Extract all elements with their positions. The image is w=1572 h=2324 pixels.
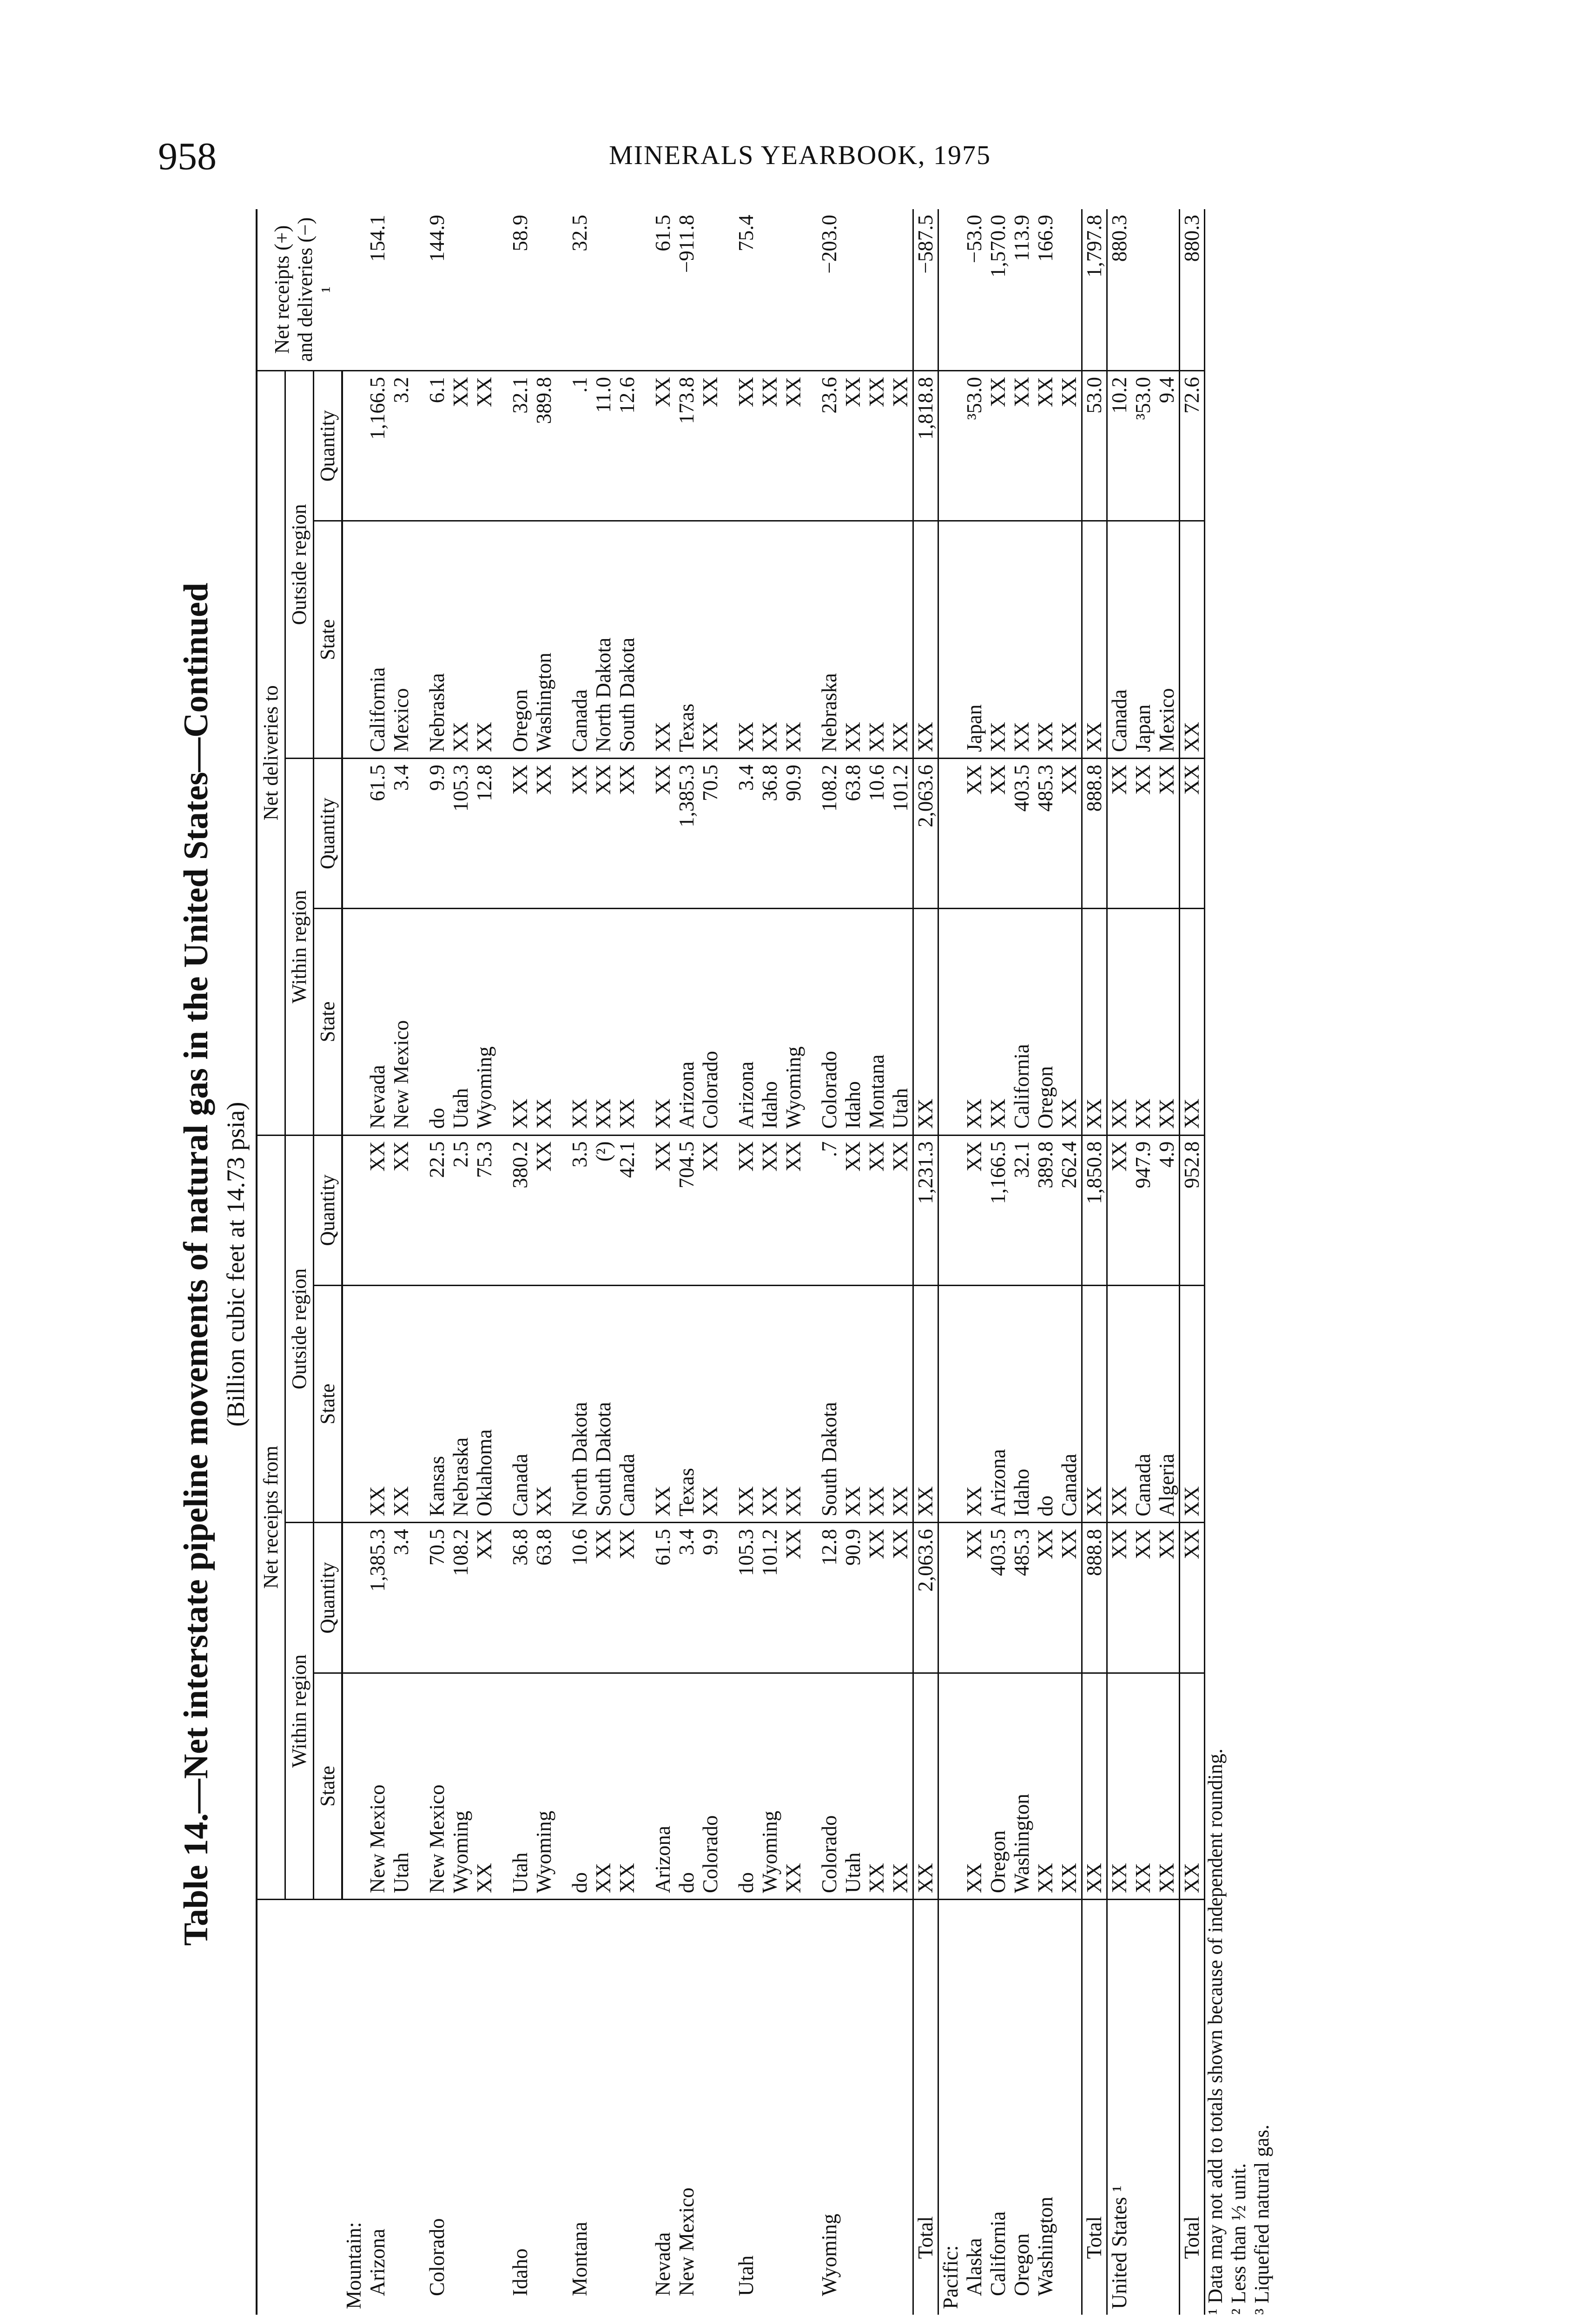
cell: Canada North Dakota South Dakota bbox=[568, 521, 639, 759]
cell: 36.8 63.8 bbox=[509, 1523, 556, 1673]
row-label: Mountain: bbox=[342, 2222, 365, 2309]
cell: XX bbox=[1180, 521, 1205, 759]
cell-net: 154.1 bbox=[366, 209, 413, 371]
cell: XX bbox=[1180, 909, 1205, 1135]
footnote: ² Less than ½ unit. bbox=[1227, 2163, 1250, 2315]
cell-net: 880.3 bbox=[1180, 209, 1205, 371]
cell: .7 XX XX XX bbox=[818, 1135, 913, 1285]
cell: XX 1,166.5 32.1 389.8 262.4 bbox=[963, 1135, 1082, 1285]
cell-net: 1,797.8 bbox=[1082, 209, 1107, 371]
header-quantity: Quantity bbox=[314, 759, 343, 909]
cell: 1,850.8 bbox=[1082, 1135, 1107, 1285]
cell: .1 11.0 12.6 bbox=[568, 371, 639, 521]
cell: XX XX XX bbox=[568, 759, 639, 909]
table-row bbox=[342, 209, 366, 2315]
cell: 1,818.8 bbox=[913, 371, 938, 521]
cell: 3.4 36.8 90.9 bbox=[734, 759, 806, 909]
cell: Arizona bbox=[651, 1673, 675, 1899]
cell: 61.5 3.4 bbox=[366, 759, 413, 909]
cell-net: 144.9 bbox=[425, 209, 496, 371]
cell: 3.5 (²) 42.1 bbox=[568, 1135, 639, 1285]
gas-movements-table bbox=[256, 209, 1205, 2315]
cell: 23.6 XX XX XX bbox=[818, 371, 913, 521]
cell-net: 32.5 bbox=[568, 209, 639, 371]
cell-net: −587.5 bbox=[913, 209, 938, 371]
cell: 6.1 XX XX bbox=[425, 371, 496, 521]
cell: XX XX California Oregon XX bbox=[963, 909, 1082, 1135]
cell: 70.5 108.2 XX bbox=[425, 1523, 496, 1673]
table-total-row bbox=[1082, 209, 1107, 2315]
cell: XX bbox=[651, 371, 675, 521]
cell: do Colorado bbox=[675, 1673, 722, 1899]
cell: 952.8 bbox=[1180, 1135, 1205, 1285]
row-label: Pacific: bbox=[939, 2245, 962, 2309]
cell: XX bbox=[1180, 1673, 1205, 1899]
cell: 2,063.6 bbox=[913, 1523, 938, 1673]
cell: XX XX XX bbox=[734, 371, 806, 521]
cell: XX bbox=[913, 1285, 938, 1523]
cell: Oregon Washington bbox=[509, 521, 556, 759]
row-label: Idaho bbox=[509, 2248, 532, 2296]
cell: Colorado Idaho Montana Utah bbox=[818, 909, 913, 1135]
page-header bbox=[0, 0, 1572, 195]
cell-net: −203.0 bbox=[818, 209, 913, 371]
cell: do Utah Wyoming bbox=[425, 909, 496, 1135]
cell: Kansas Nebraska Oklahoma bbox=[425, 1285, 496, 1523]
cell: XX XX bbox=[509, 759, 556, 909]
cell: XX XX XX bbox=[568, 909, 639, 1135]
cell: Arizona Idaho Wyoming bbox=[734, 909, 806, 1135]
cell: XX bbox=[1082, 1673, 1107, 1899]
cell: 888.8 bbox=[1082, 1523, 1107, 1673]
cell: XX bbox=[651, 1285, 675, 1523]
cell: New Mexico Wyoming XX bbox=[425, 1673, 496, 1899]
cell: 12.8 90.9 XX XX bbox=[818, 1523, 913, 1673]
cell: 61.5 bbox=[651, 1523, 675, 1673]
header-state: State bbox=[314, 1285, 343, 1523]
cell: XX XX XX bbox=[1107, 759, 1180, 909]
cell: XX Canada Algeria bbox=[1107, 1285, 1180, 1523]
cell: 108.2 63.8 10.6 101.2 bbox=[818, 759, 913, 909]
cell: 1,385.3 3.4 bbox=[366, 1523, 413, 1673]
table-row bbox=[568, 209, 639, 2315]
row-label: Arizona bbox=[366, 2229, 389, 2296]
cell: XX bbox=[651, 759, 675, 909]
cell: 22.5 2.5 75.3 bbox=[425, 1135, 496, 1285]
table-row bbox=[938, 209, 963, 2315]
footnote: ³ Liquefied natural gas. bbox=[1250, 2124, 1273, 2315]
cell: XX bbox=[1082, 1285, 1107, 1523]
row-label: Total bbox=[913, 1900, 938, 2315]
row-label: Utah bbox=[734, 2255, 758, 2296]
running-head: MINERALS YEARBOOK, 1975 bbox=[608, 140, 991, 170]
cell: XX bbox=[913, 1673, 938, 1899]
cell: XX bbox=[651, 1135, 675, 1285]
cell: XX bbox=[651, 521, 675, 759]
cell: XX XX XX bbox=[1107, 909, 1180, 1135]
footnote: ¹ Data may not add to totals shown because of independent rounding. bbox=[1204, 1748, 1227, 2315]
header-deliveries-outside: Outside region bbox=[285, 371, 314, 759]
row-label: Montana bbox=[568, 2222, 591, 2296]
table-row bbox=[651, 209, 675, 2315]
cell: Texas XX bbox=[675, 1285, 722, 1523]
cell: Nevada New Mexico bbox=[366, 909, 413, 1135]
header-state: State bbox=[314, 1673, 343, 1899]
rotated-table-block bbox=[177, 195, 1273, 2324]
cell: Colorado Utah XX XX bbox=[818, 1673, 913, 1899]
cell: Arizona Colorado bbox=[675, 909, 722, 1135]
cell: XX XX XX bbox=[1107, 1673, 1180, 1899]
table-row bbox=[963, 209, 1082, 2315]
header-receipts-within: Within region bbox=[285, 1523, 314, 1900]
cell: do Wyoming XX bbox=[734, 1673, 806, 1899]
cell: XX XX bbox=[366, 1135, 413, 1285]
cell: 1,166.5 3.2 bbox=[366, 371, 413, 521]
cell: XX bbox=[913, 909, 938, 1135]
cell-net: 61.5 bbox=[651, 209, 675, 371]
cell-net: 58.9 bbox=[509, 209, 556, 371]
table-row bbox=[509, 209, 556, 2315]
cell: XX bbox=[651, 909, 675, 1135]
header-state: State bbox=[314, 521, 343, 759]
cell: XX XX XX bbox=[734, 1285, 806, 1523]
cell: XX bbox=[1180, 1523, 1205, 1673]
cell: 173.8 XX bbox=[675, 371, 722, 521]
cell: XX bbox=[1180, 759, 1205, 909]
cell: Nebraska XX XX XX bbox=[818, 521, 913, 759]
cell: North Dakota South Dakota Canada bbox=[568, 1285, 639, 1523]
cell: 3.4 9.9 bbox=[675, 1523, 722, 1673]
header-receipts-outside: Outside region bbox=[285, 1135, 314, 1523]
cell: 10.2 ³53.0 9.4 bbox=[1107, 371, 1180, 521]
cell: 1,231.3 bbox=[913, 1135, 938, 1285]
row-label: New Mexico bbox=[675, 2187, 698, 2296]
cell: 888.8 bbox=[1082, 759, 1107, 909]
table-total-row bbox=[1180, 209, 1205, 2315]
row-label: Total bbox=[1180, 1900, 1205, 2315]
row-label: Nevada bbox=[651, 2232, 674, 2296]
cell: Canada XX bbox=[509, 1285, 556, 1523]
cell: 9.9 105.3 12.8 bbox=[425, 759, 496, 909]
cell: 1,385.3 70.5 bbox=[675, 759, 722, 909]
cell: 32.1 389.8 bbox=[509, 371, 556, 521]
header-quantity: Quantity bbox=[314, 1135, 343, 1285]
cell: XX XX bbox=[366, 1285, 413, 1523]
cell: 380.2 XX bbox=[509, 1135, 556, 1285]
cell-net: 880.3 bbox=[1107, 209, 1180, 371]
cell: 704.5 XX bbox=[675, 1135, 722, 1285]
table-row bbox=[1107, 209, 1180, 2315]
table-row bbox=[818, 209, 913, 2315]
cell: 10.6 XX XX bbox=[568, 1523, 639, 1673]
cell-net: −911.8 bbox=[675, 209, 722, 371]
cell: XX 403.5 485.3 XX XX bbox=[963, 1523, 1082, 1673]
row-label: Alaska California Oregon Washington bbox=[963, 2197, 1057, 2296]
cell: South Dakota XX XX XX bbox=[818, 1285, 913, 1523]
cell: XX XX XX bbox=[734, 1135, 806, 1285]
cell: XX 947.9 4.9 bbox=[1107, 1135, 1180, 1285]
cell: California Mexico bbox=[366, 521, 413, 759]
cell: do XX XX bbox=[568, 1673, 639, 1899]
cell: Nebraska XX XX bbox=[425, 521, 496, 759]
cell: XX bbox=[1082, 909, 1107, 1135]
cell: XX bbox=[913, 521, 938, 759]
row-label: Colorado bbox=[425, 2218, 449, 2296]
cell: New Mexico Utah bbox=[366, 1673, 413, 1899]
cell: XX Oregon Washington XX XX bbox=[963, 1673, 1082, 1899]
cell: XX XX XX bbox=[734, 521, 806, 759]
header-blank bbox=[257, 1900, 342, 2315]
cell: XX bbox=[1082, 521, 1107, 759]
cell: ³53.0 XX XX XX XX bbox=[963, 371, 1082, 521]
cell: XX bbox=[1180, 1285, 1205, 1523]
cell: 53.0 bbox=[1082, 371, 1107, 521]
table-row bbox=[734, 209, 806, 2315]
page-number: 958 bbox=[158, 135, 217, 178]
cell-net: −53.0 1,570.0 113.9 166.9 bbox=[963, 209, 1082, 371]
table-row bbox=[675, 209, 722, 2315]
cell: Texas XX bbox=[675, 521, 722, 759]
cell: Japan XX XX XX XX bbox=[963, 521, 1082, 759]
table-row bbox=[425, 209, 496, 2315]
cell: XX XX bbox=[509, 909, 556, 1135]
header-quantity: Quantity bbox=[314, 1523, 343, 1673]
row-label: Total bbox=[1082, 1900, 1107, 2315]
cell: 2,063.6 bbox=[913, 759, 938, 909]
cell: XX Arizona Idaho do Canada bbox=[963, 1285, 1082, 1523]
cell: 105.3 101.2 XX bbox=[734, 1523, 806, 1673]
header-receipts: Net receipts from bbox=[257, 1135, 285, 1899]
header-net: Net receipts (+) and deliveries (−) ¹ bbox=[257, 209, 342, 371]
header-deliveries-within: Within region bbox=[285, 759, 314, 1136]
cell: Utah Wyoming bbox=[509, 1673, 556, 1899]
table-title: Table 14.—Net interstate pipeline movements of natural gas in the United States—Continued bbox=[177, 582, 215, 1946]
header-state: State bbox=[314, 909, 343, 1135]
row-label: Wyoming bbox=[818, 2213, 841, 2296]
cell-net: 75.4 bbox=[734, 209, 806, 371]
table-subtitle: (Billion cubic feet at 14.73 psia) bbox=[222, 1102, 250, 1427]
header-quantity: Quantity bbox=[314, 371, 343, 521]
footnotes bbox=[1204, 223, 1274, 2315]
table-row bbox=[366, 209, 413, 2315]
header-deliveries: Net deliveries to bbox=[257, 371, 285, 1136]
cell: Canada Japan Mexico bbox=[1107, 521, 1180, 759]
table-total-row bbox=[913, 209, 938, 2315]
cell: XX XX 403.5 485.3 XX bbox=[963, 759, 1082, 909]
row-label: United States ¹ bbox=[1108, 2185, 1131, 2309]
cell: XX XX XX bbox=[1107, 1523, 1180, 1673]
cell: 72.6 bbox=[1180, 371, 1205, 521]
